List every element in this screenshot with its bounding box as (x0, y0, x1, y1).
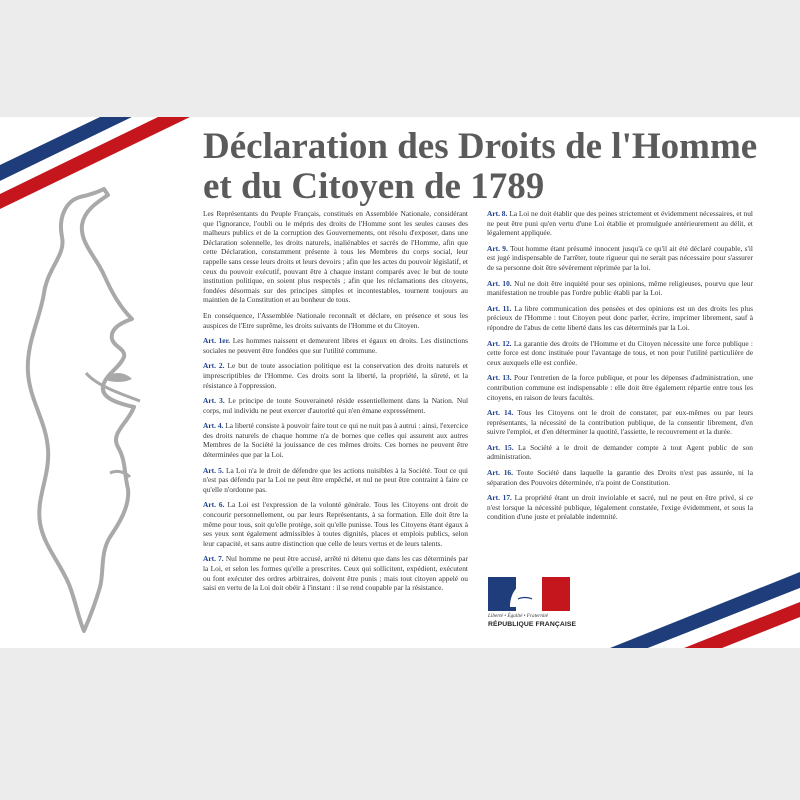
article-label: Art. 5. (203, 465, 224, 475)
logo-name: RÉPUBLIQUE FRANÇAISE (488, 621, 577, 628)
article-label: Art. 17. (487, 493, 512, 503)
article-paragraph (487, 279, 753, 298)
article-text: La Loi n'a le droit de défendre que les actions nuisibles à la Société. Tout ce qui n'est pas défendu par la Loi ne peut être empêché, et nul ne peut être contraint à faire ce qu'elle n'ordonne pas. (203, 465, 468, 494)
article-paragraph (203, 396, 468, 415)
article-text: Le principe de toute Souveraineté réside essentiellement dans la Nation. Nul corps, nul individu ne peut exercer d'autorité qui n'en émane expressément. (203, 396, 468, 415)
article-label: Art. 2. (203, 361, 225, 371)
article-text: La Société a le droit de demander compte à tout Agent public de son administration. (487, 442, 753, 462)
article-paragraph (487, 244, 753, 273)
article-paragraph (203, 361, 468, 390)
article-paragraph (487, 443, 753, 462)
article-paragraph (203, 554, 468, 592)
article-text: Nul homme ne peut être accusé, arrêté ni détenu que dans les cas déterminés par la Loi, et selon les formes qu'elle a prescrites. Ceux qui sollicitent, expédient, exécutent ou font exécuter des ordres arbitraires, doivent être punis ; mais tout citoyen appelé ou saisi en vertu de la Loi doit obéir à l'instant : il se rend coupable par la résistance. (203, 554, 468, 593)
tricolor-ribbon-bottom-right (610, 572, 800, 648)
preamble-paragraph: En conséquence, l'Assemblée Nationale reconnaît et déclare, en présence et sous les auspices de l'Etre suprême, les droits suivants de l'Homme et du Citoyen. (203, 310, 468, 330)
article-label: Art. 1er. (203, 336, 231, 346)
article-text: Tout homme étant présumé innocent jusqu'à ce qu'il ait été déclaré coupable, s'il est jugé indispensable de l'arrêter, toute rigueur qui ne serait pas nécessaire pour s'assurer de sa personne doit être sévèrement réprimée par la loi. (487, 243, 753, 272)
article-label: Art. 15. (487, 442, 514, 452)
article-paragraph (487, 468, 753, 487)
article-text: Pour l'entretien de la force publique, et pour les dépenses d'administration, une contribution commune est indispensable : elle doit être également répartie entre tous les citoyens, en raison de leurs facultés. (487, 373, 754, 402)
article-text: Les hommes naissent et demeurent libres et égaux en droits. Les distinctions sociales ne peuvent être fondées que sur l'utilité commune. (203, 336, 468, 355)
article-paragraph (203, 421, 468, 459)
article-paragraph (203, 336, 468, 355)
article-text: La liberté consiste à pouvoir faire tout ce qui ne nuit pas à autrui : ainsi, l'exercice des droits naturels de chaque homme n'a de bornes que celles qui assurent aux autres Membres de la Société la jouissance de ces mêmes droits. Ces bornes ne peuvent être déterminées que par la Loi. (203, 421, 468, 460)
right-column (487, 209, 753, 528)
article-label: Art. 14. (487, 408, 514, 418)
article-label: Art. 11. (487, 303, 512, 313)
article-label: Art. 12. (487, 338, 512, 348)
title-line-1: Déclaration des Droits de l'Homme (203, 126, 758, 167)
article-text: La garantie des droits de l'Homme et du Citoyen nécessite une force publique : cette force est donc instituée pour l'avantage de tous, et non pour l'utilité particulière de ceux auxquels elle est confiée. (487, 338, 753, 367)
page-title (203, 127, 793, 207)
article-text: La propriété étant un droit inviolable et sacré, nul ne peut en être privé, si ce n'est lorsque la nécessité publique, légalement constatée, l'exige évidemment, et sous la condition d'une juste et préalable indemnité. (487, 493, 754, 522)
article-paragraph (487, 373, 753, 402)
article-label: Art. 16. (487, 468, 513, 478)
article-paragraph (203, 500, 468, 548)
logo-motto: Liberté • Égalité • Fraternité (488, 613, 549, 619)
marianne-logo-flag-icon (488, 577, 570, 611)
article-paragraph (203, 466, 468, 495)
tricolor-ribbon-top-left (0, 117, 190, 209)
article-text: La Loi est l'expression de la volonté générale. Tous les Citoyens ont droit de concourir personnellement, ou par leurs Représentants, à sa formation. Elle doit être la même pour tous, soit qu'elle protège, soit qu'elle punisse. Tous les Citoyens étant égaux à ses yeux sont également admissibles à toutes dignités, places et emplois publics, selon leur capacité, et sans autre distinction que celle de leurs vertus et de leurs talents. (203, 500, 468, 548)
article-label: Art. 7. (203, 554, 224, 564)
marianne-profile-outline (28, 189, 134, 631)
article-paragraph (487, 304, 753, 333)
article-text: Tous les Citoyens ont le droit de constater, par eux-mêmes ou par leurs représentants, la nécessité de la contribution publique, de la consentir librement, d'en suivre l'emploi, et d'en déterminer la quotité, l'assiette, le recouvrement et la durée. (487, 408, 754, 437)
preamble-paragraph: Les Représentants du Peuple Français, constitués en Assemblée Nationale, considérant que l'ignorance, l'oubli ou le mépris des droits de l'Homme sont les seules causes des malheurs publics et de la corruption des Gouvernements, ont résolu d'exposer, dans une Déclaration solennelle, les droits naturels, inaliénables et sacrés de l'Homme, afin que cette Déclaration, constamment présente à tous les Membres du corps social, leur rappelle sans cesse leurs droits et leurs devoirs ; afin que les actes du pouvoir législatif, et ceux du pouvoir exécutif, pouvant être à chaque instant comparés avec le but de toute institution politique, en soient plus respectés ; afin que les réclamations des citoyens, fondées désormais sur des principes simples et incontestables, tournent toujours au maintien de la Constitution et au bonheur de tous. (203, 209, 468, 305)
article-text: La Loi ne doit établir que des peines strictement et évidemment nécessaires, et nul ne peut être puni qu'en vertu d'une Loi établie et promulguée antérieurement au délit, et légalement appliquée. (487, 209, 753, 238)
article-text: Le but de toute association politique est la conservation des droits naturels et imprescriptibles de l'Homme. Ces droits sont la liberté, la propriété, la sûreté, et la résistance à l'oppression. (203, 361, 468, 390)
title-line-2: et du Citoyen de 1789 (203, 166, 545, 207)
article-label: Art. 9. (487, 243, 508, 253)
article-text: Nul ne doit être inquiété pour ses opinions, même religieuses, pourvu que leur manifestation ne trouble pas l'ordre public établi par la Loi. (487, 278, 754, 298)
poster (0, 117, 800, 648)
article-label: Art. 4. (203, 421, 224, 431)
article-paragraph (487, 209, 753, 238)
article-paragraph (487, 408, 753, 437)
article-label: Art. 13. (487, 373, 512, 383)
article-label: Art. 6. (203, 500, 225, 510)
article-paragraph (487, 493, 753, 522)
article-paragraph (487, 339, 753, 368)
article-label: Art. 8. (487, 209, 508, 218)
republique-francaise-logo (486, 577, 576, 633)
article-text: Toute Société dans laquelle la garantie des Droits n'est pas assurée, ni la séparation des Pouvoirs déterminée, n'a point de Constitution. (487, 468, 754, 487)
article-text: La libre communication des pensées et des opinions est un des droits les plus précieux de l'Homme : tout Citoyen peut donc parler, écrire, imprimer librement, sauf à répondre de l'abus de cette liberté dans les cas déterminés par la Loi. (487, 303, 753, 332)
left-column (203, 209, 468, 599)
article-label: Art. 10. (487, 278, 512, 288)
article-label: Art. 3. (203, 396, 225, 406)
